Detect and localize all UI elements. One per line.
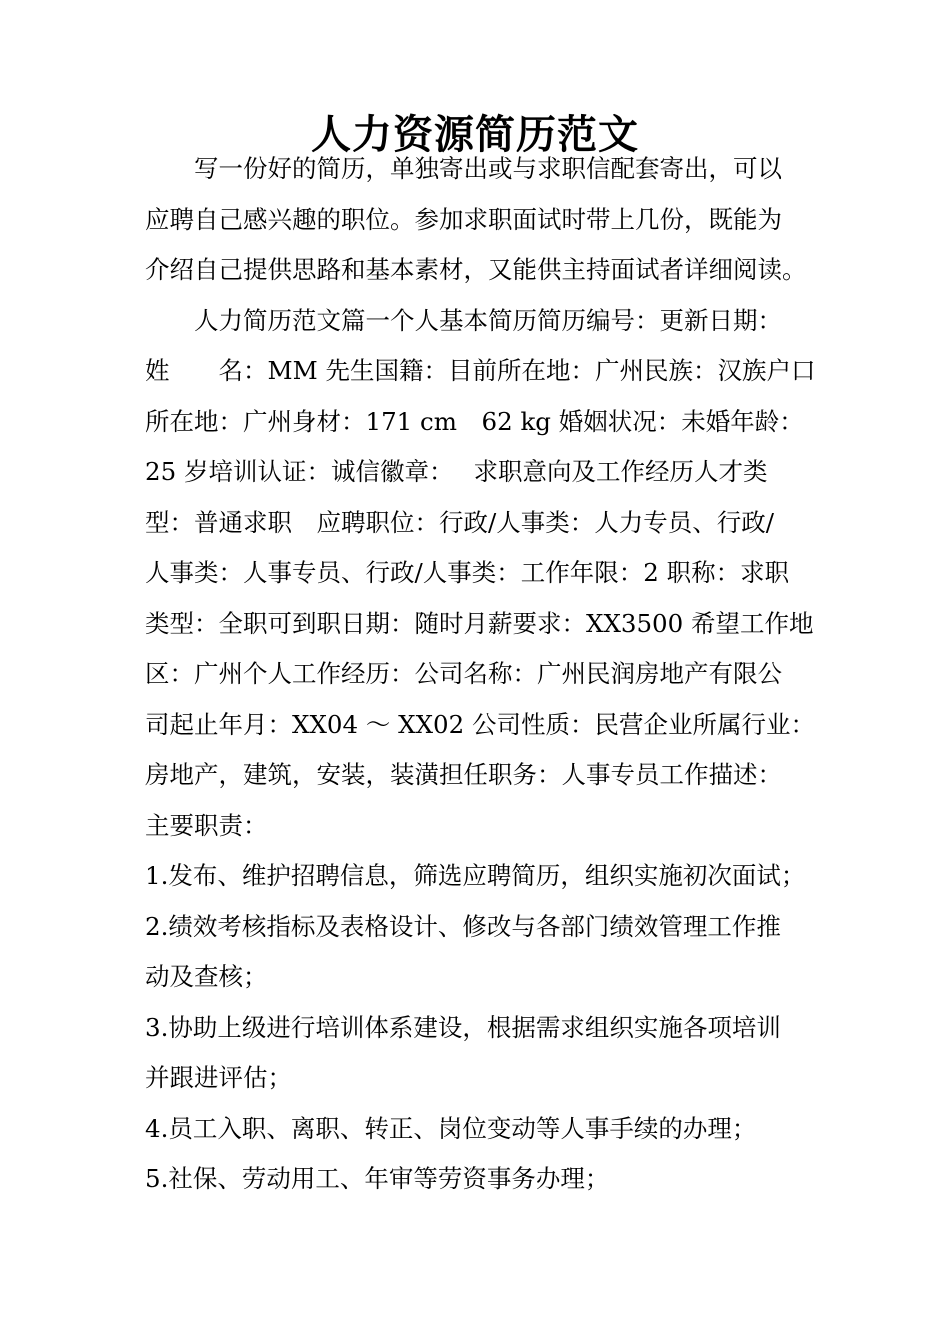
text-line: 写一份好的简历，单独寄出或与求职信配套寄出，可以 bbox=[194, 154, 782, 183]
duty-item: 2.绩效考核指标及表格设计、修改与各部门绩效管理工作推 bbox=[145, 911, 781, 941]
duty-item: 4.员工入职、离职、转正、岗位变动等人事手续的办理； bbox=[145, 1113, 757, 1143]
text-line: 25 岁培训认证：诚信徽章： 求职意向及工作经历人才类 bbox=[145, 457, 768, 486]
document-title: 人力资源简历范文 bbox=[311, 110, 639, 158]
text-line: 所在地：广州身材：171 cm 62 kg 婚姻状况：未婚年龄： bbox=[145, 406, 804, 436]
duty-item: 5.社保、劳动用工、年审等劳资事务办理； bbox=[145, 1164, 610, 1193]
duty-item: 1.发布、维护招聘信息，筛选应聘简历，组织实施初次面试； bbox=[145, 861, 806, 890]
text-line: 介绍自己提供思路和基本素材，又能供主持面试者详细阅读。 bbox=[145, 255, 807, 284]
text-line: 司起止年月：XX04 ～ XX02 公司性质：民营企业所属行业： bbox=[145, 709, 815, 739]
text-line: 人事类：人事专员、行政/人事类：工作年限：2 职称：求职 bbox=[145, 558, 790, 587]
duty-list bbox=[145, 851, 809, 1205]
text-line: 类型：全职可到职日期：随时月薪要求：XX3500 希望工作地 bbox=[145, 608, 814, 638]
text-line: 人力简历范文篇一个人基本简历简历编号：更新日期： bbox=[194, 305, 782, 335]
text-line: 区：广州个人工作经历：公司名称：广州民润房地产有限公 bbox=[145, 659, 782, 688]
duty-item: 动及查核； bbox=[145, 962, 268, 991]
resume-paragraph bbox=[145, 296, 816, 852]
intro-paragraph bbox=[145, 144, 809, 296]
text-line: 型：普通求职 应聘职位：行政/人事类：人力专员、行政/ bbox=[145, 507, 775, 537]
duty-item: 3.协助上级进行培训体系建设，根据需求组织实施各项培训 bbox=[145, 1012, 781, 1042]
text-line: 房地产，建筑，安装，装潢担任职务：人事专员工作描述： bbox=[145, 760, 782, 789]
text-line: 应聘自己感兴趣的职位。参加求职面试时带上几份，既能为 bbox=[145, 204, 782, 234]
text-line: 姓 名：MM 先生国籍：目前所在地：广州民族：汉族户口 bbox=[145, 356, 816, 385]
duty-item: 并跟进评估； bbox=[145, 1063, 292, 1092]
document-body bbox=[145, 144, 816, 1205]
text-line: 主要职责： bbox=[145, 810, 268, 840]
